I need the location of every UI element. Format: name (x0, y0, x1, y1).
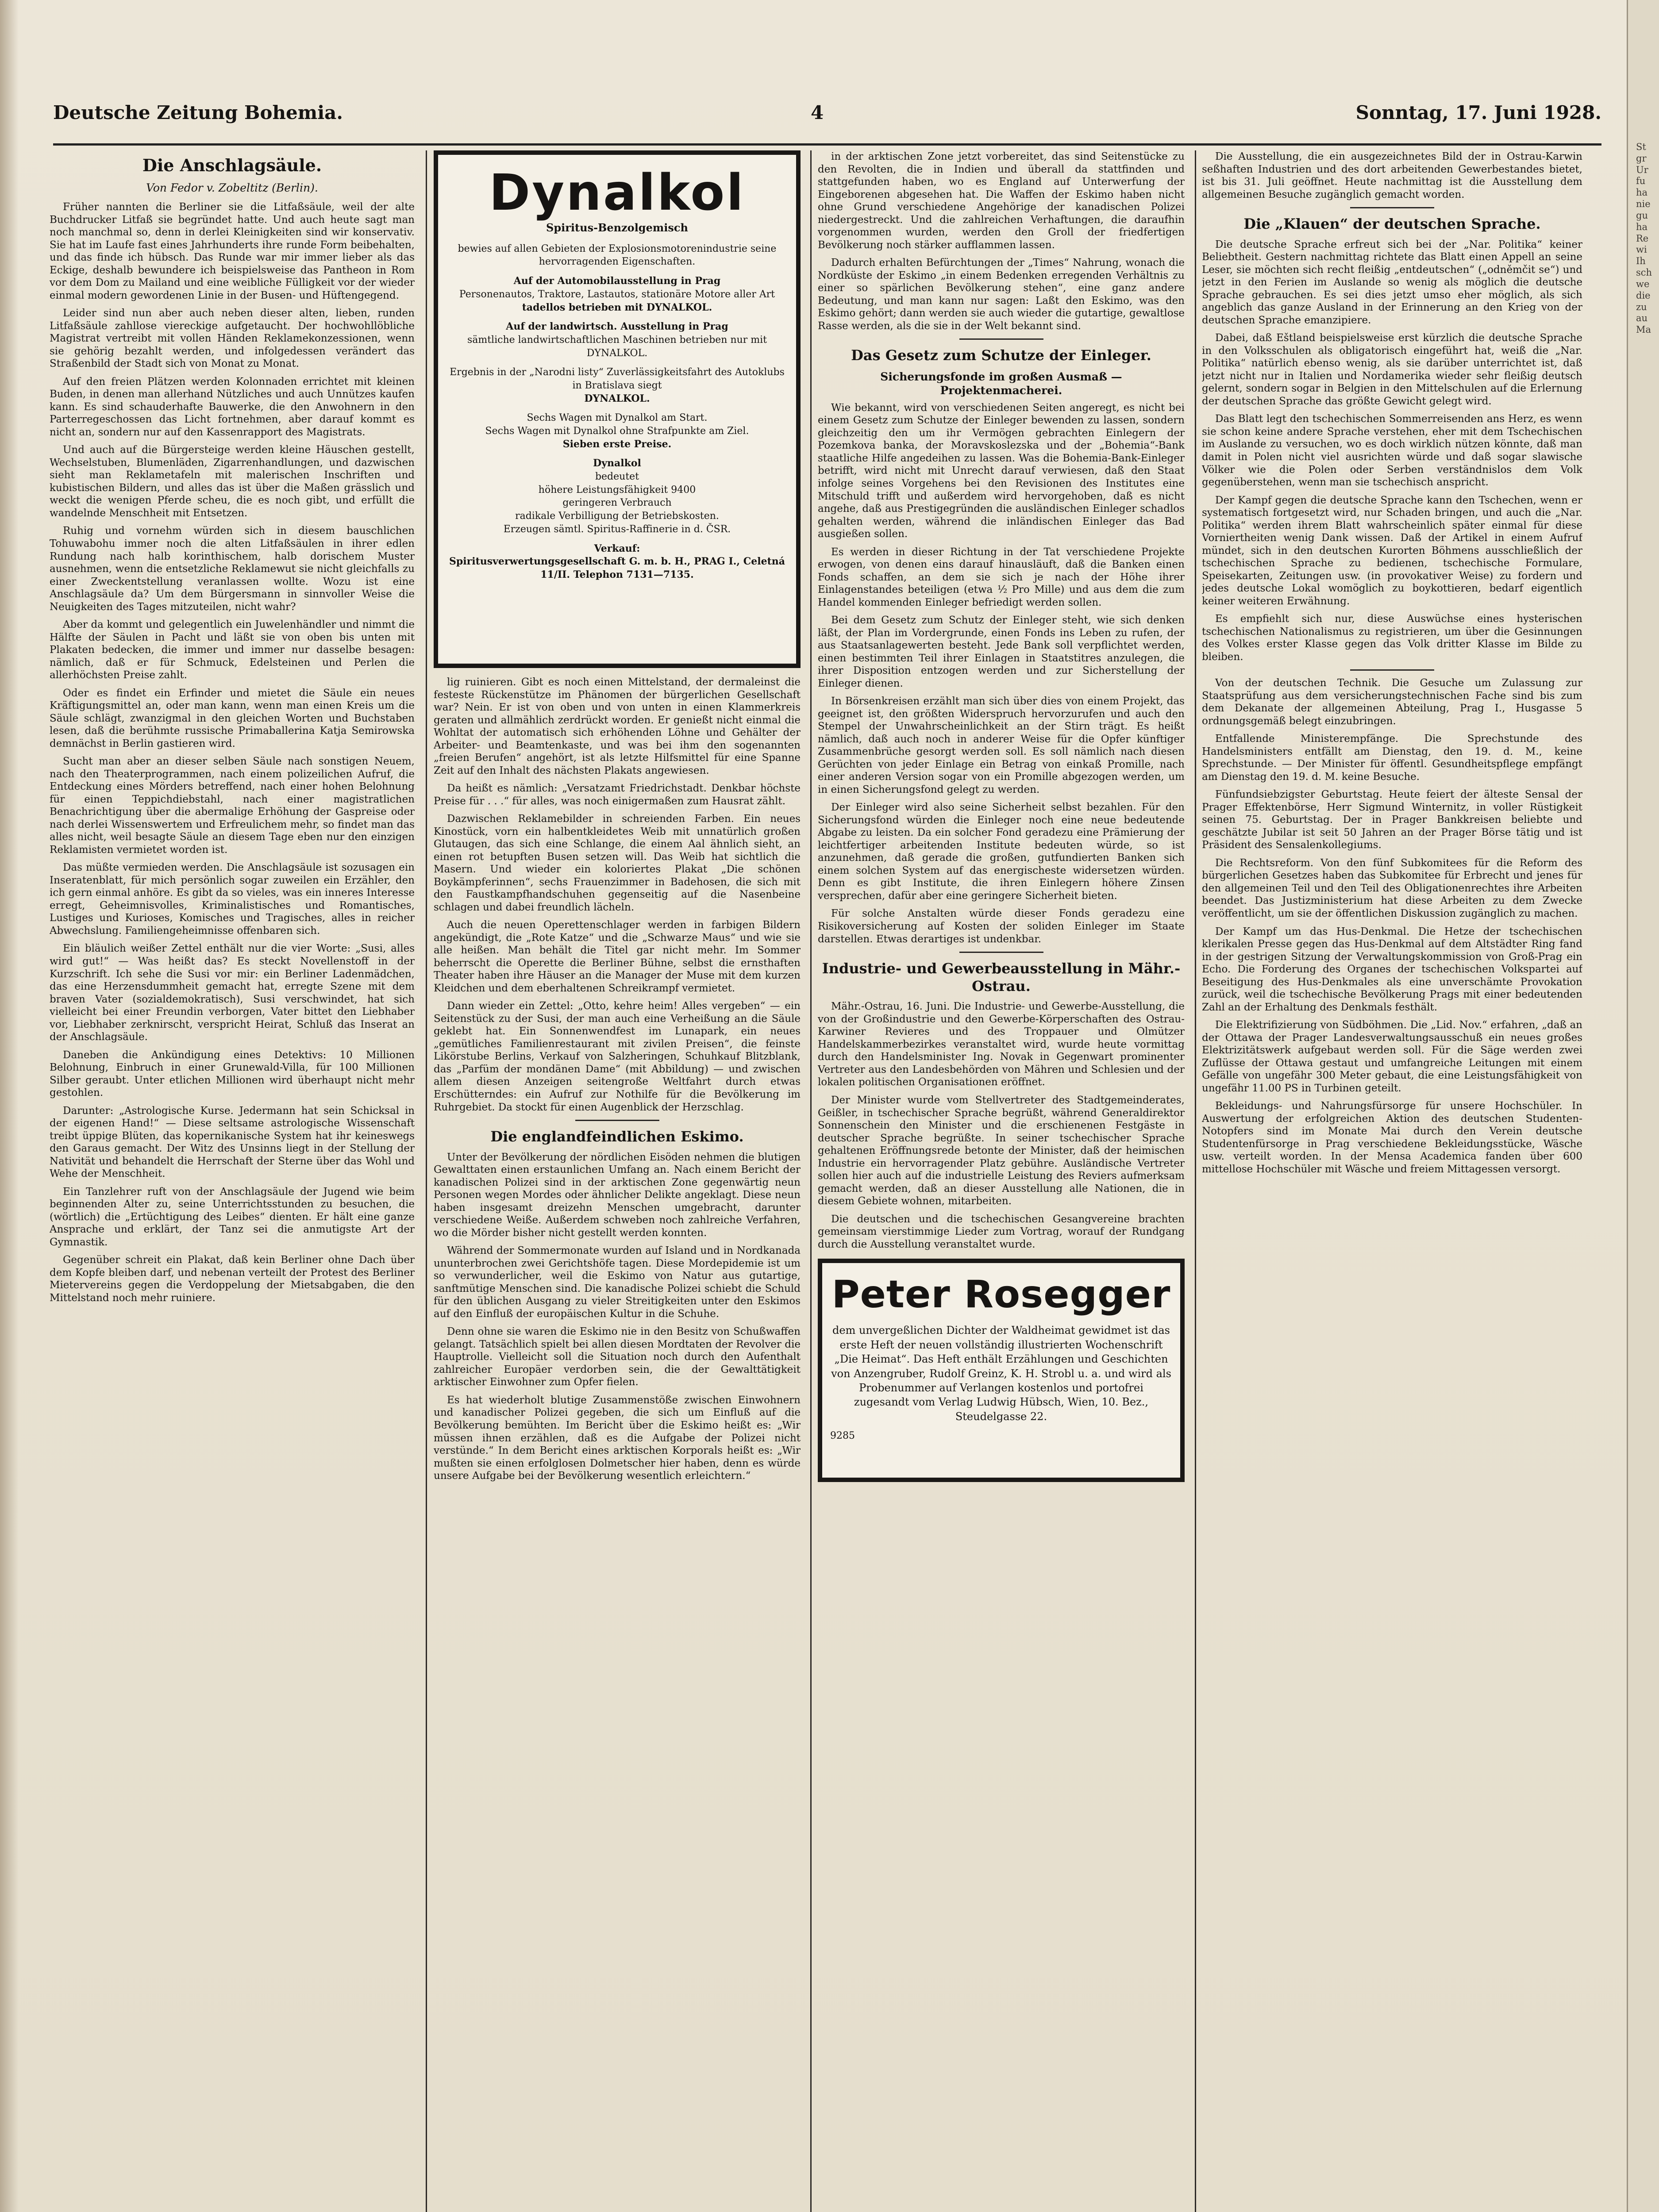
ad-brand-name: Dynalkol (489, 164, 745, 222)
ad-line: DYNALKOL. (584, 392, 650, 404)
paragraph: Es empfiehlt sich nur, diese Auswüchse eines hysterischen tschechischen Nationalismus zu registrieren, um über die Gesinnungen des Volkes erster Klasse gegen das Volk dritter Klasse im Bilde zu bleiben. (1202, 613, 1582, 663)
paragraph: Ein Tanzlehrer ruft von der Anschlagsäule der Jugend wie beim beginnenden Alter zu, seine Unterrichtsstunden zu besuchen, die (wörtlich) die „Ertüchtigung des Leibes“ dienten. Er hält eine ganze Ansprache und erklärt, der Tanz sei die anmutigste Art der Gymnastik. (50, 1186, 415, 1248)
ad-line: radikale Verbilligung der Betriebskosten. (515, 511, 719, 522)
ad-line: tadellos betrieben mit DYNALKOL. (522, 301, 712, 313)
paragraph: Das Blatt legt den tschechischen Sommerreisenden ans Herz, es wenn sie schon keine andere Sprache verstehen, eher mit dem Tschechischen im Auslande zu versuchen, wo es doch wirklich nützen könnte, daß man damit in Polen nicht viel ausrichten würde und daß sogar slawische Völker wie die Polen oder Serben verständnislos dem Volk gegenüberstehen, wenn man sie tschechisch anspricht. (1202, 413, 1582, 488)
ad-line: Erzeugen sämtl. Spiritus-Raffinerie in d. ČSR. (503, 523, 731, 535)
paragraph: Ruhig und vornehm würden sich in diesem bauschlichen Tohuwabohu immer noch die alten Litfaßsäulen in ihrer edlen Rundung nach halb korinthischem, halb dorischem Muster ausnehmen, wenn die entsetzliche Reklamewut sie nicht gleichfalls zu einer Zweckentstellung veranlassen wollte. Wozu ist eine Anschlagsäule da? Um dem Bürgersmann in sinnvoller Weise die Neuigkeiten des Tages mitzuteilen, nicht wahr? (50, 525, 415, 613)
article-subtitle-einleger: Sicherungsfonde im großen Ausmaß — Projektenmacherei. (880, 370, 1122, 397)
ad-spacer (446, 451, 788, 457)
paragraph: Wie bekannt, wird von verschiedenen Seiten angeregt, es nicht bei einem Gesetz zum Schutze der Einleger bewenden zu lassen, sondern gleichzeitig den um ihr Vermögen gebrachten Einlegern der Pozemkova banka, der Moravskoslezska und der „Bohemia“-Bank staatliche Hilfe angedeihen zu lassen. Was die Bohemia-Bank-Einleger betrifft, wird nicht mit Unrecht darauf verwiesen, daß den Staat infolge seines Vorgehens bei den Revisionen des Institutes eine Mitschuld trifft und außerdem wird hervorgehoben, daß es nicht angehe, daß aus Prestigegründen die ausländischen Einleger schadlos gehalten werden, während die inländischen Einleger das Bad ausgießen sollen. (818, 402, 1185, 540)
paragraph: Das müßte vermieden werden. Die Anschlagsäule ist sozusagen ein Inseratenblatt, für mich persönlich sogar zuweilen ein Erzähler, den ich gern einmal anhöre. Es gibt da so vieles, was ein inneres Interesse erregt, Geheimnisvolles, Kriminalistisches und Romantisches, Lustiges und Kurioses, Komisches und Tragisches, alles in reicher Abwechslung. Familiengeheimnisse offenbaren sich. (50, 862, 415, 937)
paragraph: Die deutsche Sprache erfreut sich bei der „Nar. Politika“ keiner Beliebtheit. Gestern nachmittag richtete das Blatt einen Appell an seine Leser, sie möchten sich recht fleißig „entdeutschen“ („odněmčit se“) und jetzt in den Ferien im Auslande so wenig als möglich die deutsche Sprache gebrauchen. Es sei dies jetzt umso eher möglich, als sich angeblich das ganze Ausland in der Erinnerung an den Krieg von der deutschen Sprache emanzipiere. (1202, 238, 1582, 326)
section-divider (575, 1120, 659, 1121)
news-item: Fünfundsiebzigster Geburtstag. Heute feiert der älteste Sensal der Prager Effektenbörse, Herr Sigmund Winternitz, in voller Rüstigkeit seinen 75. Geburtstag. Der in Prager Bankkreisen beliebte und geschätzte Jubilar ist seit 50 Jahren an der Prager Börse tätig und ist Präsident des Sensalenkollegiums. (1202, 789, 1582, 851)
ad-line: Dynalkol (593, 457, 641, 469)
paragraph: Auf den freien Plätzen werden Kolonnaden errichtet mit kleinen Buden, in denen man allerhand Nützliches und auch Unnützes kaufen kann. Es sind schauderhafte Bauwerke, die den Anwohnern in den Parterregeschossen das Licht fortnehmen, aber darauf kommt es nicht an, sondern nur auf den Kassenrapport des Magistrats. (50, 376, 415, 438)
section-divider (1350, 669, 1434, 671)
ad-line: Auf der Automobilausstellung in Prag (513, 275, 721, 287)
ad-line: sämtliche landwirtschaftlichen Maschinen betrieben nur mit DYNALKOL. (467, 334, 767, 359)
paragraph: Leider sind nun aber auch neben dieser alten, lieben, runden Litfaßsäule zahllose viereckige aufgetaucht. Der hochwohllöbliche Magistrat vertreibt mit vollen Händen Reklamekonzessionen, wenn sie gehörig bezahlt werden, und infolgedessen verändert das Straßenbild der Stadt sich von Monat zu Monat. (50, 307, 415, 370)
section-divider (959, 338, 1043, 340)
ad-spacer (446, 360, 788, 366)
page-left-shadow (0, 0, 19, 2212)
news-item: Von der deutschen Technik. Die Gesuche um Zulassung zur Staatsprüfung aus dem versicherungstechnischen Fache sind bis zum dem Dekanate der allgemeinen Abteilung, Prag I., Husgasse 5 ordnungsgemäß belegt einzubringen. (1202, 677, 1582, 727)
ad-spacer (446, 405, 788, 411)
dynalkol-advertisement (434, 150, 801, 668)
article-title-einleger: Das Gesetz zum Schutze der Einleger. (851, 347, 1151, 364)
ad-line: höhere Leistungsfähigkeit 9400 (538, 484, 696, 495)
news-item: Die Rechtsreform. Von den fünf Subkomitees für die Reform des bürgerlichen Gesetzes haben das Subkomitee für Erbrecht und jenes für den allgemeinen Teil und den Teil des Obligationenrechtes ihre Arbeiten beendet. Das Justizministerium hat diese Arbeiten zu dem Zwecke veröffentlicht, um sie der öffentlichen Diskussion zugänglich zu machen. (1202, 857, 1582, 919)
news-item: Der Kampf um das Hus-Denkmal. Die Hetze der tschechischen klerikalen Presse gegen das Hus-Denkmal auf dem Altstädter Ring fand in der gestrigen Sitzung der Verwaltungskommission von Groß-Prag ein Echo. Die Forderung des Organes der tschechischen Volkspartei auf Beseitigung des Hus-Denkmales als eine unverschämte Provokation zurück, weil die tschechische Bevölkerung Prags mit einer bedeutenden Zahl an der Erhaltung des Denkmals festhält. (1202, 926, 1582, 1013)
ad-line: Personenautos, Traktore, Lastautos, stationäre Motore aller Art (459, 288, 775, 300)
article-title-ausstellung: Industrie- und Gewerbeausstellung in Mähr.-Ostrau. (822, 960, 1181, 995)
paragraph: Mähr.-Ostrau, 16. Juni. Die Industrie- und Gewerbe-Ausstellung, die von der Großindustrie und den Gewerbe-Körperschaften des Ostrau-Karwiner Revieres und des Troppauer und Olmützer Handelskammerbezirkes veranstaltet wird, wurde heute vormittag durch den Handelsminister Ing. Novak in Gegenwart prominenter Vertreter aus den Landesbehörden von Mähren und Schlesien und der lokalen politischen Organisationen eröffnet. (818, 1001, 1185, 1088)
column-rule-2 (810, 150, 812, 2212)
column-rule-3 (1195, 150, 1196, 2212)
paragraph: Oder es findet ein Erfinder und mietet die Säule ein neues Kräftigungsmittel an, oder man kann, wenn man einen Kreis um die Säule schlägt, zwanzigmal in den gleichen Worten und Buchstaben lesen, daß die berühmte russische Primaballerina Katja Semirowska demnächst in Berlin gastieren wird. (50, 687, 415, 749)
paragraph: Dann wieder ein Zettel: „Otto, kehre heim! Alles vergeben“ — ein Seitenstück zu der Susi, der man auch eine Verheißung an die Säule geklebt hat. Ein Sonnenwendfest im Lunapark, ein neues „gemütliches Familienrestaurant mit zivilen Preisen“, die feinste Likörstube Berlins, Verkauf von Salzheringen, Schuhkauf Blitzblank, das „Parfüm der mondänen Dame“ (mit Abbildung) — und zwischen allem diesen Anzeigen seitengroße Weltfahrt durch etwas Erschütterndes: ein Aufruf zur Nothilfe für die Bevölkerung im Ruhrgebiet. Da stockt für einen Augenblick der Herzschlag. (434, 1000, 801, 1113)
ad-line: bewies auf allen Gebieten der Explosionsmotorenindustrie seine hervorragenden Eigenschaften. (458, 243, 777, 268)
ad-line: Sechs Wagen mit Dynalkol ohne Strafpunkte am Ziel. (485, 426, 749, 437)
column-3 (818, 150, 1192, 2212)
ad-line: Sieben erste Preise. (562, 438, 672, 450)
ad-line: Ergebnis in der „Narodni listy“ Zuverlässigkeitsfahrt des Autoklubs in Bratislava siegt (450, 367, 785, 391)
paragraph: Früher nannten die Berliner sie die Litfaßsäule, weil der alte Buchdrucker Litfaß sie begründet hatte. Und auch heute sagt man noch manchmal so, denn in derlei Kleinigkeiten sind wir konservativ. Sie hat im Laufe fast eines Jahrhunderts ihre runde Form beibehalten, und das finde ich hübsch. Das Runde war mir immer lieber als das Eckige, deshalb bewundere ich beispielsweise das Pantheon in Rom vor dem Dom zu Mailand und eine weibliche Fülligkeit vor der wieder einmal modern gewordenen Linie in der Busen- und Hüftengegend. (50, 201, 415, 301)
rosegger-advertisement (818, 1259, 1185, 1482)
paragraph: Für solche Anstalten würde dieser Fonds geradezu eine Risikoversicherung auf Kosten der soliden Einleger im Staate darstellen. Etwas derartiges ist undenkbar. (818, 908, 1185, 945)
page-number: 4 (811, 102, 824, 123)
paragraph: Der Kampf gegen die deutsche Sprache kann den Tschechen, wenn er systematisch fortgesetzt wird, nur Schaden bringen, und auch die „Nar. Politika“ werden ihrem Blatt wahrscheinlich später einmal für diese Vorniertheiten wenig Dank wissen. Daß der Artikel in einem Aufruf mündet, sich in den deutschen Kurorten Böhmens ausschließlich der tschechischen Sprache zu bedienen, tschechische Formulare, Speisekarten, Zeitungen usw. (in provokativer Weise) zu fordern und jedes deutsche Lokal womöglich zu boykottieren, bedarf eigentlich keiner weiteren Erwähnung. (1202, 494, 1582, 607)
article-title-eskimo: Die englandfeindlichen Eskimo. (490, 1128, 744, 1145)
paragraph: Daneben die Ankündigung eines Detektivs: 10 Millionen Belohnung, Einbruch in einer Grunewald-Villa, für 100 Millionen Silber geraubt. Unter etlichen Millionen wird überhaupt nicht mehr gestohlen. (50, 1049, 415, 1099)
column-rule-1 (426, 150, 427, 2212)
ad-code: 9285 (830, 1430, 855, 1442)
paragraph: Der Minister wurde vom Stellvertreter des Stadtgemeinderates, Geißler, in tschechischer Sprache begrüßt, während Generaldirektor Sonnenschein den Minister und die erschienenen Festgäste in deutscher Sprache begrüßte. In seiner tschechischer Sprache gehaltenen Eröffnungsrede betonte der Minister, daß der heimischen Industrie ein hervorragender Platz gebühre. Ausländische Vertreter sollen hier auch auf die industrielle Leistung des Reviers aufmerksam gemacht werden, daß an dieser Ausstellung alle Nationen, die in diesem Gebiete wohnen, mitarbeiten. (818, 1094, 1185, 1207)
paragraph: Sucht man aber an dieser selben Säule nach sonstigen Neuem, nach den Theaterprogrammen, nach einem polizeilichen Aufruf, die Entdeckung eines Mörders betreffend, nach einer hohen Belohnung für einen Teppichdiebstahl, nach einer magistratlichen Benachrichtigung über die abermalige Erhöhung der Gaspreise oder nach derlei Wissenswertem und Erfreulichem mehr, so findet man das alles nicht, weil besagte Säule an diesem Tage eben nur den einzigen Reklamisten vermietet worden ist. (50, 756, 415, 856)
paragraph: Es hat wiederholt blutige Zusammenstöße zwischen Einwohnern und kanadischer Polizei gegeben, die sich um Einfluß auf die Bevölkerung bemühten. Im Bericht über die Eskimo heißt es: „Wir müssen ihnen erzählen, daß es die Aufgabe der Polizei nicht verstünde.“ In dem Bericht eines arktischen Korporals heißt es: „Wir mußten sie einen erfolglosen Dolmetscher hier haben, denn es würde unsere Aufgabe bei der Bevölkerung wesentlich erleichtern.“ (434, 1394, 801, 1482)
header-rule (53, 143, 1601, 146)
paragraph: Bei dem Gesetz zum Schutz der Einleger steht, wie sich denken läßt, der Plan im Vordergrunde, einen Fonds ins Leben zu rufen, der aus Staatsanlagewerten besteht. Jede Bank soll verpflichtet werden, einen bestimmten Teil ihrer Einlagen in Staatstitres anzulegen, die ihrer Disposition entzogen werden und zur Sicherstellung der Einleger dienen. (818, 614, 1185, 689)
article-byline: Von Fedor v. Zobeltitz (Berlin). (146, 181, 318, 195)
adjacent-page-text: St gr Ur fu ha nie gu ha Re wi Ih sch we die zu au Ma (1636, 142, 1652, 335)
ad-spacer (446, 314, 788, 320)
section-divider (1350, 207, 1434, 208)
ad-subtitle: Spiritus-Benzolgemisch (546, 221, 688, 234)
article-title-sprache: Die „Klauen“ der deutschen Sprache. (1243, 215, 1541, 233)
paragraph: Und auch auf die Bürgersteige werden kleine Häuschen gestellt, Wechselstuben, Blumenläden, Zigarrenhandlungen, und dazwischen sieht man Reklametafeln mit malerischen Inschriften und kubistischen Bildern, und alles das ist über die Maßen grässlich und weckt die wenigen Pferde scheu, die es noch gibt, und erfüllt die wandelnde Menschheit mit Entsetzen. (50, 444, 415, 519)
news-item: Entfallende Ministerempfänge. Die Sprechstunde des Handelsministers entfällt am Dienstag, den 19. d. M., keine Sprechstunde. — Der Minister für öffentl. Gesundheitspflege empfängt am Dienstag den 19. d. M. keine Besuche. (1202, 733, 1582, 783)
paragraph: Die deutschen und die tschechischen Gesangvereine brachten gemeinsam vierstimmige Lieder zum Vortrag, worauf der Rundgang durch die Ausstellung veranstaltet wurde. (818, 1213, 1185, 1250)
paragraph: Ein bläulich weißer Zettel enthält nur die vier Worte: „Susi, alles wird gut!“ — Was heißt das? Es steckt Novellenstoff in der Kurzschrift. Ich sehe die Susi vor mir: ein Berliner Ladenmädchen, das eine Herzensdummheit gemacht hat, erregte Szene mit dem braven Vater (sozialdemokratisch), Susi verschwindet, hat sich vielleicht bei einer Freundin verborgen, Vater bittet den Liebhaber vor, Liebhaber zerknirscht, verspricht Heirat, Schluß das Inserat an der Anschlagsäule. (50, 943, 415, 1043)
ad-line: Auf der landwirtsch. Ausstellung in Prag (506, 321, 728, 333)
issue-date: Sonntag, 17. Juni 1928. (1355, 102, 1601, 123)
section-divider (959, 952, 1043, 953)
ad-line: Verkauf: (594, 542, 640, 554)
ad-spacer (446, 536, 788, 542)
column-2 (434, 150, 808, 2212)
paragraph: Auch die neuen Operettenschlager werden in farbigen Bildern angekündigt, die „Rote Katze“ und die „Schwarze Maus“ und wie sie alle heißen. Man behält die Titel gar nicht mehr. Im Sommer beherrscht die Operette die Berliner Bühne, selbst die ernsthaften Theater haben ihre Häuser an die Manager der Muse mit dem kurzen Kleidchen und dem eberhaltenen Schreikrampf vermietet. (434, 919, 801, 994)
paragraph: Denn ohne sie waren die Eskimo nie in den Besitz von Schußwaffen gelangt. Tatsächlich spielt bei allen diesen Mordtaten der Revolver die Hauptrolle. Vielleicht soll die Situation noch durch den Aufenthalt zahlreicher Europäer verdorben sein, die der Gewalttätigkeit arktischer Einwohner zum Opfer fielen. (434, 1326, 801, 1388)
paragraph: Dabei, daß Eštland beispielsweise erst kürzlich die deutsche Sprache in den Volksschulen als obligatorisch eingeführt hat, weiß die „Nar. Politika“ natürlich ebenso wenig, als sie darüber unterrichtet ist, daß jetzt nicht nur in Italien und Nordamerika wieder sehr fleißig deutsch gelernt, sondern sogar in Belgien in den Mittelschulen auf die Erlernung der deutschen Sprache das größte Gewicht gelegt wird. (1202, 332, 1582, 407)
column-1 (50, 150, 423, 2212)
paragraph: lig ruinieren. Gibt es noch einen Mittelstand, der dermaleinst die festeste Rückenstütze im Phänomen der bürgerlichen Gesellschaft war? Nein. Er ist von oben und von unten in einen Klammerkreis geraten und allmählich zerdrückt worden. Er genießt nicht einmal die Wohltat der automatisch sich erhöhenden Löhne und Gehälter der Arbeiter- und Beamtenkaste, und was bei ihm den sogenannten „freien Berufen“ angehört, ist als letzte Hilfsmittel für eine Spanne Zeit auf den Inhalt des nächsten Plakats angewiesen. (434, 676, 801, 776)
newspaper-name: Deutsche Zeitung Bohemia. (53, 102, 343, 123)
paragraph: Es werden in dieser Richtung in der Tat verschiedene Projekte erwogen, von denen eins darauf hinausläuft, daß die Banken einen Fonds schaffen, an dem sie sich je nach der Höhe ihrer Einlagenstandes beteiligen (etwa ½ Pro Mille) und aus dem die zum Handel kommenden Einleger befriedigt werden sollen. (818, 546, 1185, 608)
paragraph: Die Ausstellung, die ein ausgezeichnetes Bild der in Ostrau-Karwin seßhaften Industrien und des dort arbeitenden Gewerbestandes bietet, ist bis 31. Juli geöffnet. Heute nachmittag ist die Ausstellung dem allgemeinen Besuche zugänglich gemacht worden. (1202, 151, 1582, 200)
ad-spacer (446, 269, 788, 275)
paragraph: in der arktischen Zone jetzt vorbereitet, das sind Seitenstücke zu den Revolten, die in Indien und überall da stattfinden und stattgefunden haben, wo es England auf Unterwerfung der Eingeborenen abgesehen hat. Die Waffen der Eskimo haben nicht ohne Grund verschiedene Angehörige der kanadischen Polizei niedergestreckt. Und die zahlreichen Verhaftungen, die daraufhin vorgenommen wurden, werden den Groll der friedfertigen Bevölkerung noch stärker aufflammen lassen. (818, 151, 1185, 251)
paragraph: Unter der Bevölkerung der nördlichen Eisöden nehmen die blutigen Gewalttaten einen erstaunlichen Umfang an. Nach einem Bericht der kanadischen Polizei sind in der arktischen Zone gegenwärtig neun Personen wegen Mordes oder ähnlicher Delikte angeklagt. Diese neun haben insgesamt dreizehn Menschen umgebracht, darunter verschiedene Weiße. Außerdem schweben noch zahlreiche Verfahren, wo die Mörder bisher nicht gestellt werden konnten. (434, 1151, 801, 1239)
ad-line: geringeren Verbrauch (562, 497, 672, 509)
column-4 (1202, 150, 1582, 2212)
paragraph: Aber da kommt und gelegentlich ein Juwelenhändler und nimmt die Hälfte der Säulen in Pacht und läßt sie von oben bis unten mit Plakaten bedecken, die immer und immer nur dasselbe besagen: nämlich, daß er für Schmuck, Edelsteinen und Perlen die allerhöchsten Preise zahlt. (50, 619, 415, 681)
masthead (53, 102, 1601, 133)
ad-line: Sechs Wagen mit Dynalkol am Start. (527, 412, 708, 424)
paragraph: Während der Sommermonate wurden auf Island und in Nordkanada ununterbrochen zwei Gerichtshöfe tagen. Diese Mordepidemie ist um so verwunderlicher, weil die Eskimo von Natur aus gutartige, sanftmütige Menschen sind. Die kanadische Polizei schiebt die Schuld für den üblichen Ausgang zu vieler Streitigkeiten unter den Eskimos auf den Einfluß der europäischen Kultur in die Schuhe. (434, 1245, 801, 1320)
ad-line: Spiritusverwertungsgesellschaft G. m. b. H., PRAG I., Celetná 11/II. Telephon 7131—7135. (449, 556, 785, 580)
ad-headline: Peter Rosegger (831, 1272, 1171, 1317)
news-item: Die Elektrifizierung von Südböhmen. Die „Lid. Nov.“ erfahren, „daß an der Ottawa der Prager Landesverwaltungsausschuß ein neues großes Elektrizitätswerk aufgebaut werden soll. Für die Säge werden zwei Zuflüsse der Ottawa gestaut und umfangreiche Leitungen mit einem Gefälle von ungefähr 300 Meter gebaut, die eine Leistungsfähigkeit von ungefähr 11.00 PS in Turbinen geteilt. (1202, 1019, 1582, 1094)
paragraph: In Börsenkreisen erzählt man sich über dies von einem Projekt, das geeignet ist, den größten Widerspruch hervorzurufen und auch den Stempel der Unwahrscheinlichkeit an der Stirn trägt. Es heißt nämlich, daß auch noch in anderer Weise für die Opfer künftiger Zusammenbrüche gesorgt werden soll. Es soll nämlich nach diesen Gerüchten von jeder Einlage ein Betrag von einkaß Promille, nach einer anderen Version sogar von ein Promille abgezogen werden, um in einen Sicherungsfond gelegt zu werden. (818, 695, 1185, 795)
news-item: Bekleidungs- und Nahrungsfürsorge für unsere Hochschüler. In Auswertung der erfolgreichen Aktion des deutschen Studenten-Notopfers sind im Monate Mai durch den Verein deutsche Studentenfürsorge in Prag verschiedene Bekleidungsstücke, Wäsche usw. verteilt worden. In der Mensa Academica fanden über 600 mittellose Hochschüler mit Wäsche und freiem Mittagessen versorgt. (1202, 1100, 1582, 1175)
paragraph: Darunter: „Astrologische Kurse. Jedermann hat sein Schicksal in der eigenen Hand!“ — Diese seltsame astrologische Wissenschaft treibt üppige Blüten, das kopernikanische System hat ihr keineswegs den Garaus gemacht. Der Witz des Unsinns liegt in der Stellung der Nativität und behandelt die Herrschaft der Sterne über das Wohl und Wehe der Menschheit. (50, 1105, 415, 1180)
paragraph: Gegenüber schreit ein Plakat, daß kein Berliner ohne Dach über dem Kopfe bleiben darf, und nebenan verteilt der Protest des Berliner Mietervereins gegen die Verdoppelung der Mietsabgaben, die den Mittelstand noch mehr ruiniere. (50, 1254, 415, 1304)
paragraph: Dazwischen Reklamebilder in schreienden Farben. Ein neues Kinostück, vorn ein halbentkleidetes Weib mit unnatürlich großen Glutaugen, das sich eine Schlange, die einem Aal ähnlich sieht, an einen rot betupften Busen setzen will. Das Weib hat sichtlich die Masern. Und wieder ein koloriertes Plakat „Die schönen Boykämpferinnen“, sechs Frauenzimmer in Badehosen, die sich mit den Faustkampfhandschuhen gegenseitig auf die Nasenbeine schlagen und dabei freundlich lächeln. (434, 813, 801, 913)
article-title-anschlagsaule: Die Anschlagsäule. (142, 155, 322, 175)
ad-line: bedeutet (595, 471, 639, 483)
paragraph: Der Einleger wird also seine Sicherheit selbst bezahlen. Für den Sicherungsfond würden die Einleger noch eine neue bedeutende Abgabe zu leisten. Da ein solcher Fond geradezu eine Prämierung der leichtfertiger arbeitenden Institute bedeuten würde, so ist anzunehmen, daß gerade die großen, gutfundierten Banken sich einem solchen System auf das energischeste widersetzen würden. Denn es gibt Institute, die ihren Einlegern höhere Zinsen versprechen, dafür aber eine geringere Sicherheit bieten. (818, 802, 1185, 902)
ad-body: dem unvergeßlichen Dichter der Waldheimat gewidmet ist das erste Heft der neuen vollständig illustrierten Wochenschrift „Die Heimat“. Das Heft enthält Erzählungen und Geschichten von Anzengruber, Rudolf Greinz, K. H. Strobl u. a. und wird als Probenummer auf Verlangen kostenlos und portofrei zugesandt vom Verlag Ludwig Hübsch, Wien, 10. Bez., Steudelgasse 22. (831, 1324, 1171, 1423)
paragraph: Da heißt es nämlich: „Versatzamt Friedrichstadt. Denkbar höchste Preise für . . .“ für alles, was noch einigermaßen zum Hausrat zählt. (434, 783, 801, 807)
paragraph: Dadurch erhalten Befürchtungen der „Times“ Nahrung, wonach die Nordküste der Eskimo „in einem Bedenken erregenden Verhältnis zu einer so spärlichen Bevölkerung stehen“, eine ganz andere Bedeutung, und man kann nur sagen: Laßt den Eskimo, was den Eskimo gehört; dann werden sie auch wieder die gutartige, gewaltlose Rasse werden, als die sie in der Welt bekannt sind. (818, 257, 1185, 332)
